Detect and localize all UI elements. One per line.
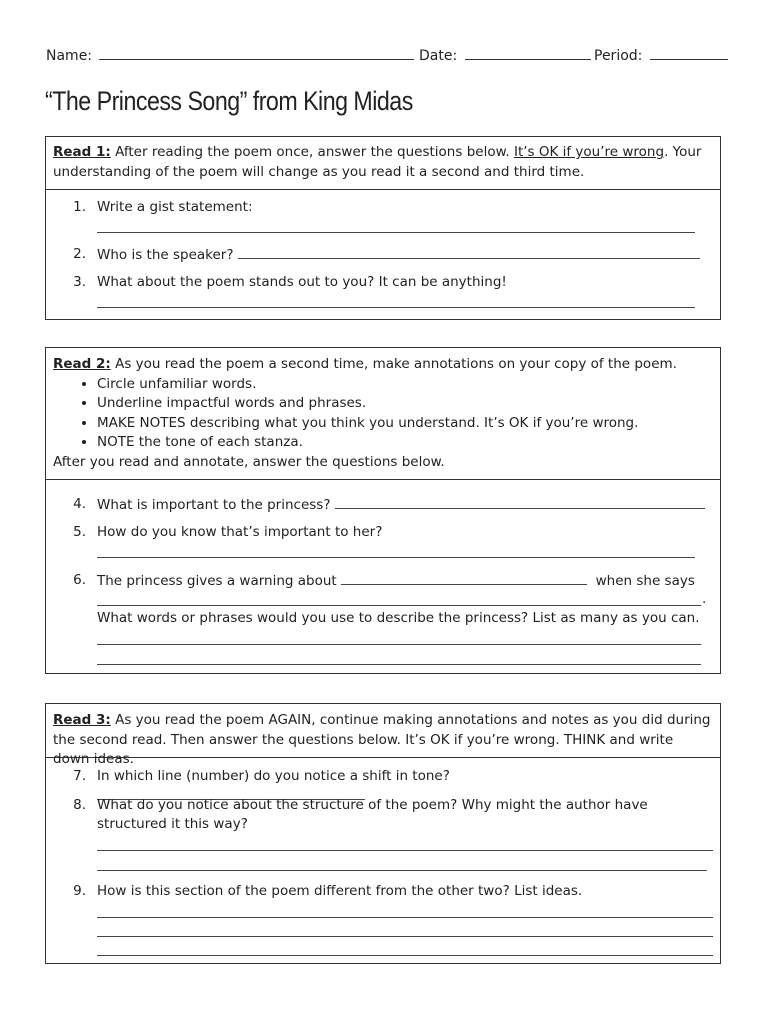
bullet-item: • NOTE the tone of each stanza. bbox=[97, 433, 713, 453]
quote-answer-line[interactable] bbox=[97, 605, 701, 606]
read1-text: After reading the poem once, answer the questions below. bbox=[110, 144, 514, 160]
question-number: 6. bbox=[73, 572, 86, 588]
period-field[interactable] bbox=[650, 47, 728, 60]
read2-instructions bbox=[46, 348, 720, 480]
question-text: Write a gist statement: bbox=[97, 199, 253, 215]
question-number: 4. bbox=[73, 496, 86, 512]
bullet-item: • MAKE NOTES describing what you think you understand. It’s OK if you’re wrong. bbox=[97, 414, 713, 434]
header-row bbox=[46, 47, 643, 64]
question-number: 8. bbox=[73, 797, 86, 813]
question-text: How do you know that’s important to her? bbox=[97, 524, 383, 540]
warning-answer-line[interactable] bbox=[341, 571, 587, 585]
question-number: 5. bbox=[73, 524, 86, 540]
question-number: 2. bbox=[73, 246, 86, 262]
question-text: In which line (number) do you notice a shift in tone? bbox=[97, 768, 450, 784]
read1-text-cont: . Your understanding of the poem will change as you read it a second and third time. bbox=[53, 144, 702, 180]
question-text-cont: when she says bbox=[595, 573, 695, 589]
answer-line-2[interactable] bbox=[238, 245, 700, 259]
name-field[interactable] bbox=[99, 47, 414, 60]
read1-label: Read 1: bbox=[53, 144, 111, 160]
page-title: “The Princess Song” from King Midas bbox=[45, 86, 413, 116]
answer-line-9c[interactable] bbox=[97, 955, 713, 956]
answer-line-8b[interactable] bbox=[97, 870, 707, 871]
answer-line-5[interactable] bbox=[97, 557, 695, 558]
question-number: 7. bbox=[73, 768, 86, 784]
read3-text: As you read the poem AGAIN, continue making annotations and notes as you did during the second read. Then answer the questions below. It’s OK if you’re wrong. THINK and write down ideas. bbox=[53, 712, 711, 767]
question-text: The princess gives a warning about bbox=[97, 573, 337, 589]
date-label: Date: bbox=[419, 48, 458, 64]
read1-instructions bbox=[46, 137, 720, 190]
line-period: . bbox=[702, 591, 707, 607]
describe-answer-line-2[interactable] bbox=[97, 664, 701, 665]
answer-line-8a[interactable] bbox=[97, 850, 713, 851]
answer-line-1[interactable] bbox=[97, 232, 695, 233]
read2-box bbox=[45, 347, 721, 674]
bullet-item: • Underline impactful words and phrases. bbox=[97, 394, 713, 414]
question-text: Who is the speaker? bbox=[97, 247, 234, 263]
question-text: How is this section of the poem different from the other two? List ideas. bbox=[97, 883, 583, 899]
read2-bullet-list bbox=[53, 375, 713, 453]
read1-emphasis: It’s OK if you’re wrong bbox=[513, 144, 665, 160]
read3-label: Read 3: bbox=[53, 712, 111, 728]
question-number: 1. bbox=[73, 199, 86, 215]
read3-box bbox=[45, 703, 721, 964]
question-text: What about the poem stands out to you? It can be anything! bbox=[97, 274, 507, 290]
answer-line-9b[interactable] bbox=[97, 936, 713, 937]
read2-text: As you read the poem a second time, make annotations on your copy of the poem. bbox=[110, 356, 677, 372]
question-text: What words or phrases would you use to describe the princess? List as many as you can. bbox=[97, 610, 700, 626]
bullet-item: • Circle unfamiliar words. bbox=[97, 375, 713, 395]
question-number: 9. bbox=[73, 883, 86, 899]
answer-line-9a[interactable] bbox=[97, 917, 713, 918]
answer-line-4[interactable] bbox=[335, 495, 705, 509]
date-field[interactable] bbox=[465, 47, 591, 60]
period-label: Period: bbox=[594, 48, 643, 64]
question-text: What is important to the princess? bbox=[97, 497, 331, 513]
answer-line-3[interactable] bbox=[97, 307, 695, 308]
read3-instructions bbox=[46, 704, 720, 767]
describe-answer-line-1[interactable] bbox=[97, 644, 701, 645]
read1-box bbox=[45, 136, 721, 320]
name-label: Name: bbox=[46, 48, 93, 64]
read2-after-text: After you read and annotate, answer the questions below. bbox=[53, 453, 445, 470]
question-number: 3. bbox=[73, 274, 86, 290]
read2-label: Read 2: bbox=[53, 356, 111, 372]
question-text: What do you notice about the structure of the poem? Why might the author have structured it this way? bbox=[97, 797, 648, 832]
